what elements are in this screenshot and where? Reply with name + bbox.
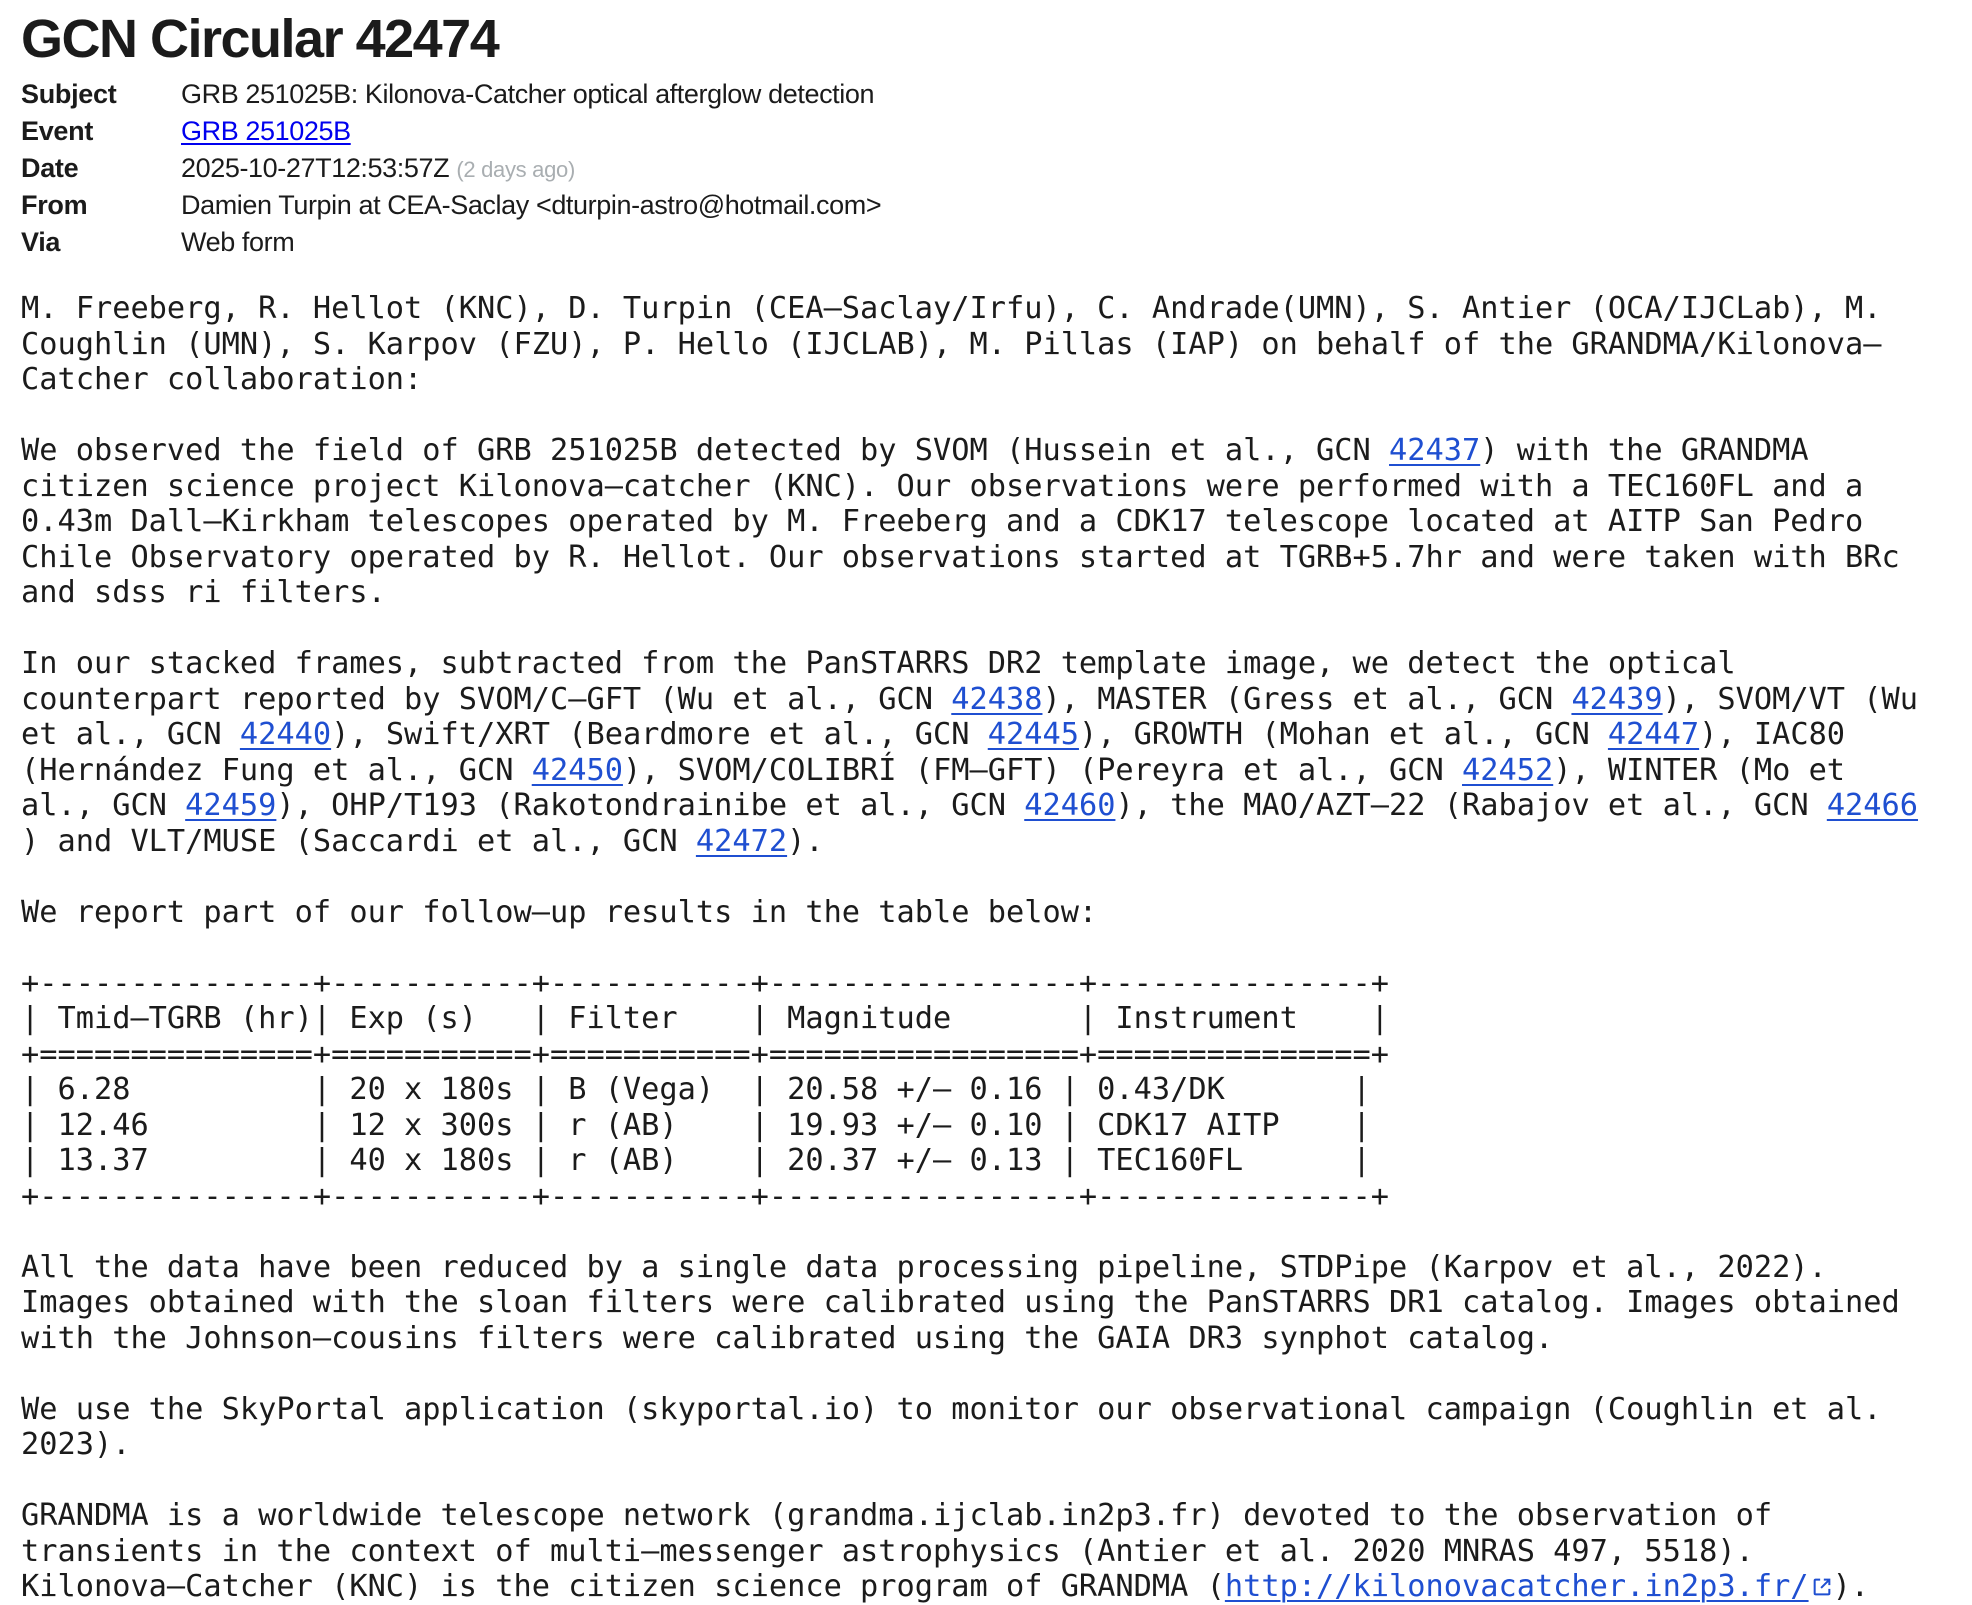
body-line <box>21 362 1918 398</box>
body-line <box>21 646 1918 682</box>
gcn-circular-link[interactable]: 42466 <box>1826 788 1919 823</box>
body-line <box>21 1356 1918 1392</box>
gcn-circular-link[interactable]: 42450 <box>531 752 623 788</box>
via-value: Web form <box>181 227 295 257</box>
date-value-wrap <box>181 150 575 187</box>
page-title: GCN Circular 42474 <box>21 9 499 69</box>
body-text-segment: transients in the context of multi–messenger astrophysics (Antier et al. 2020 MNRAS 497, 5518). <box>21 1533 1754 1569</box>
body-line <box>21 966 1918 1002</box>
body-line <box>21 1285 1918 1321</box>
body-text-segment: and sdss ri filters. <box>21 575 386 610</box>
event-label: Event <box>21 116 94 146</box>
gcn-circular-link[interactable]: 42445 <box>987 717 1079 752</box>
body-text-segment: Kilonova–Catcher (KNC) is the citizen science program of GRANDMA ( <box>21 1569 1225 1604</box>
body-line <box>21 575 1918 611</box>
body-line <box>21 611 1918 647</box>
body-line <box>21 469 1918 505</box>
body-text-segment: | 12.46 | 12 x 300s | r (AB) | 19.93 +/– 0.10 | CDK17 AITP | <box>21 1107 1371 1143</box>
body-text-segment: Chile Observatory operated by R. Hellot. Our observations started at TGRB+5.7hr and were taken with BRc <box>21 539 1900 575</box>
gcn-circular-link[interactable]: 42460 <box>1024 788 1116 823</box>
body-text-segment: GRANDMA is a worldwide telescope network (grandma.ijclab.in2p3.fr) devoted to the observation of <box>21 1498 1773 1533</box>
body-text-segment: | 6.28 | 20 x 180s | B (Vega) | 20.58 +/– 0.16 | 0.43/DK | <box>21 1072 1371 1107</box>
body-text-segment: ). <box>1832 1569 1870 1604</box>
body-text-segment: We report part of our follow–up results in the table below: <box>21 894 1098 930</box>
body-line <box>21 398 1918 434</box>
body-text-segment: ), the MAO/AZT–22 (Rabajov et al., GCN <box>1115 788 1827 823</box>
body-text-segment: | 13.37 | 40 x 180s | r (AB) | 20.37 +/– 0.13 | TEC160FL | <box>21 1143 1371 1178</box>
body-text-segment: et al., GCN <box>21 717 240 752</box>
subject-value: GRB 251025B: Kilonova-Catcher optical afterglow detection <box>181 79 875 109</box>
body-text-segment: ), MASTER (Gress et al., GCN <box>1042 681 1572 717</box>
body-text-segment: +===============+===========+===========+=================+===============+ <box>21 1036 1390 1072</box>
via-label: Via <box>21 227 61 257</box>
body-text-segment: 0.43m Dall–Kirkham telescopes operated by M. Freeberg and a CDK17 telescope located at AITP San Pedro <box>21 504 1864 539</box>
body-text-segment: counterpart reported by SVOM/C–GFT (Wu et al., GCN <box>21 681 952 717</box>
gcn-circular-link[interactable]: 42438 <box>951 681 1043 717</box>
body-text-segment: (Hernández Fung et al., GCN <box>21 752 532 788</box>
body-text-segment: 2023). <box>21 1427 131 1462</box>
gcn-circular-link[interactable]: 42439 <box>1571 681 1663 717</box>
body-text-segment: al., GCN <box>21 788 186 823</box>
body-text-segment: All the data have been reduced by a single data processing pipeline, STDPipe (Karpov et al., 2022). <box>21 1249 1827 1285</box>
body-line <box>21 540 1918 576</box>
body-line <box>21 504 1918 540</box>
body-text-segment: Coughlin (UMN), S. Karpov (FZU), P. Hello (IJCLAB), M. Pillas (IAP) on behalf of the GRANDMA/Kilonova– <box>21 326 1882 362</box>
body-line <box>21 895 1918 931</box>
body-line <box>21 1498 1918 1534</box>
external-link[interactable]: http://kilonovacatcher.in2p3.fr/ <box>1224 1569 1809 1604</box>
gcn-circular-link[interactable]: 42440 <box>239 717 332 752</box>
body-line <box>21 1250 1918 1286</box>
gcn-circular-link[interactable]: 42437 <box>1389 433 1481 468</box>
body-text-segment: | Tmid–TGRB (hr)| Exp (s) | Filter | Magnitude | Instrument | <box>21 1001 1390 1036</box>
body-text-segment: In our stacked frames, subtracted from the PanSTARRS DR2 template image, we detect the optical <box>21 646 1736 681</box>
body-line <box>21 1001 1918 1037</box>
body-line <box>21 1143 1918 1179</box>
meta-from <box>21 187 881 224</box>
body-line <box>21 788 1918 824</box>
circular-metadata <box>21 76 881 261</box>
body-text-segment: ), GROWTH (Mohan et al., GCN <box>1078 717 1608 752</box>
body-line <box>21 327 1918 363</box>
external-link-icon <box>1811 1576 1833 1598</box>
body-line <box>21 1569 1918 1605</box>
gcn-circular-link[interactable]: 42447 <box>1607 717 1700 752</box>
gcn-circular-link[interactable]: 42459 <box>185 788 277 823</box>
body-line <box>21 1108 1918 1144</box>
date-value: 2025-10-27T12:53:57Z <box>181 153 450 183</box>
body-line <box>21 1321 1918 1357</box>
body-text-segment: ), SVOM/VT (Wu <box>1662 681 1919 717</box>
body-line <box>21 1179 1918 1215</box>
subject-label: Subject <box>21 79 117 109</box>
body-line <box>21 1214 1918 1250</box>
body-text-segment: We observed the field of GRB 251025B detected by SVOM (Hussein et al., GCN <box>21 433 1390 468</box>
body-text-segment: Catcher collaboration: <box>21 362 423 397</box>
body-text-segment: ) with the GRANDMA <box>1480 433 1809 468</box>
body-line <box>21 682 1918 718</box>
circular-body <box>21 291 1918 1605</box>
body-line <box>21 824 1918 860</box>
body-line <box>21 859 1918 895</box>
body-text-segment: ), Swift/XRT (Beardmore et al., GCN <box>331 717 988 752</box>
body-line <box>21 1392 1918 1428</box>
date-label: Date <box>21 153 79 183</box>
body-text-segment: ). <box>787 823 824 859</box>
body-text-segment: ), OHP/T193 (Rakotondrainibe et al., GCN <box>276 788 1025 823</box>
body-text-segment: ), SVOM/COLIBRÍ (FM–GFT) (Pereyra et al., GCN <box>622 752 1462 788</box>
meta-date <box>21 150 881 187</box>
from-label: From <box>21 190 88 220</box>
gcn-circular-link[interactable]: 42452 <box>1462 752 1554 788</box>
body-text-segment: We use the SkyPortal application (skyportal.io) to monitor our observational campaign (Coughlin et al. <box>21 1391 1882 1427</box>
body-line <box>21 753 1918 789</box>
body-line <box>21 930 1918 966</box>
body-text-segment: +---------------+-----------+-----------+-----------------+---------------+ <box>21 1178 1390 1214</box>
body-text-segment: ), WINTER (Mo et <box>1553 752 1846 788</box>
body-text-segment: citizen science project Kilonova–catcher (KNC). Our observations were performed with a TEC160FL and a <box>21 468 1864 504</box>
meta-subject <box>21 76 881 113</box>
body-line <box>21 1534 1918 1570</box>
from-value: Damien Turpin at CEA-Saclay <dturpin-astro@hotmail.com> <box>181 190 882 220</box>
meta-via <box>21 224 881 261</box>
body-line <box>21 433 1918 469</box>
body-text-segment: Images obtained with the sloan filters were calibrated using the PanSTARRS DR1 catalog. Images obtained <box>21 1285 1900 1320</box>
body-line <box>21 1463 1918 1499</box>
body-line <box>21 291 1918 327</box>
event-link[interactable]: GRB 251025B <box>181 116 351 146</box>
body-line <box>21 1037 1918 1073</box>
body-line <box>21 717 1918 753</box>
body-text-segment: +---------------+-----------+-----------+-----------------+---------------+ <box>21 965 1390 1001</box>
body-text-segment: with the Johnson–cousins filters were calibrated using the GAIA DR3 synphot catalog. <box>21 1320 1554 1356</box>
body-line <box>21 1427 1918 1463</box>
body-line <box>21 1072 1918 1108</box>
event-value-wrap <box>181 113 351 150</box>
body-text-segment: M. Freeberg, R. Hellot (KNC), D. Turpin (CEA–Saclay/Irfu), C. Andrade(UMN), S. Antier (OCA/IJCLab), M. <box>21 291 1882 326</box>
body-text-segment: ), IAC80 <box>1699 717 1846 752</box>
date-relative: (2 days ago) <box>456 157 576 182</box>
gcn-circular-link[interactable]: 42472 <box>695 823 788 859</box>
body-text-segment: ) and VLT/MUSE (Saccardi et al., GCN <box>21 823 696 859</box>
meta-event <box>21 113 881 150</box>
